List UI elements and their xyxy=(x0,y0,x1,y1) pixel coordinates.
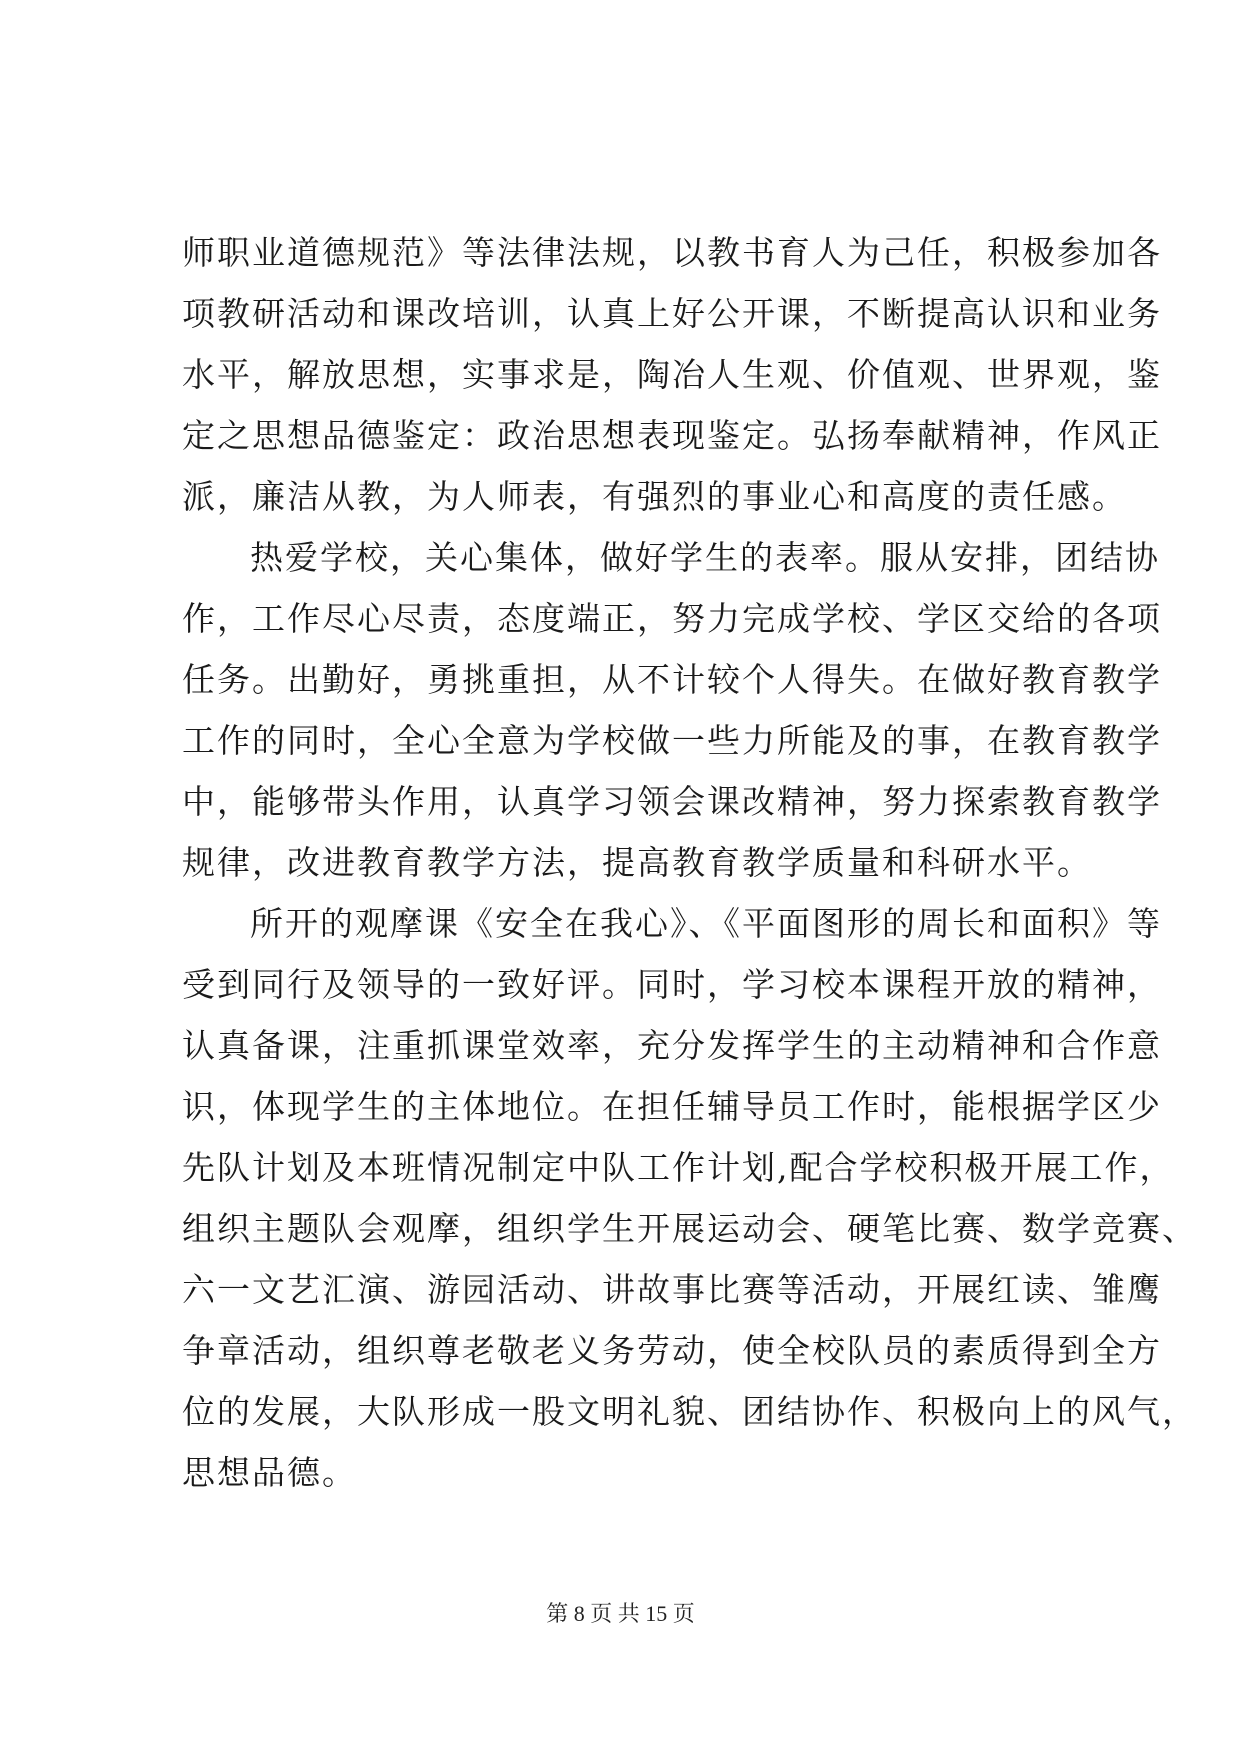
page-number-label: 第 8 页 共 15 页 xyxy=(546,1601,695,1626)
text-line: 六一文艺汇演、游园活动、讲故事比赛等活动，开展红读、雏鹰 xyxy=(182,1270,1162,1309)
text-line: 认真备课，注重抓课堂效率，充分发挥学生的主动精神和合作意 xyxy=(182,1026,1162,1065)
text-line: 中，能够带头作用，认真学习领会课改精神，努力探索教育教学 xyxy=(182,782,1162,821)
paragraph-3 xyxy=(182,893,1197,1503)
text-line: 作，工作尽心尽责，态度端正，努力完成学校、学区交给的各项 xyxy=(182,599,1162,638)
text-line: 识，体现学生的主体地位。在担任辅导员工作时，能根据学区少 xyxy=(182,1087,1162,1126)
text-line: 先队计划及本班情况制定中队工作计划,配合学校积极开展工作， xyxy=(182,1148,1175,1187)
text-line: 争章活动，组织尊老敬老义务劳动，使全校队员的素质得到全方 xyxy=(182,1331,1162,1370)
text-line: 位的发展，大队形成一股文明礼貌、团结协作、积极向上的风气， xyxy=(182,1392,1197,1431)
text-line: 思想品德。 xyxy=(182,1453,357,1492)
text-line: 派，廉洁从教，为人师表，有强烈的事业心和高度的责任感。 xyxy=(182,477,1127,516)
text-line: 规律，改进教育教学方法，提高教育教学质量和科研水平。 xyxy=(182,843,1092,882)
page-footer xyxy=(0,1597,1241,1628)
text-line: 热爱学校，关心集体，做好学生的表率。服从安排，团结协 xyxy=(250,538,1160,577)
text-line: 师职业道德规范》等法律法规，以教书育人为己任，积极参加各 xyxy=(182,233,1162,272)
paragraph-2 xyxy=(182,527,1162,893)
document-body xyxy=(182,222,1197,1503)
text-line: 工作的同时，全心全意为学校做一些力所能及的事，在教育教学 xyxy=(182,721,1162,760)
text-line: 所开的观摩课《安全在我心》、《平面图形的周长和面积》等 xyxy=(250,904,1162,943)
text-line: 定之思想品德鉴定：政治思想表现鉴定。弘扬奉献精神，作风正 xyxy=(182,416,1162,455)
text-line: 受到同行及领导的一致好评。同时，学习校本课程开放的精神， xyxy=(182,965,1162,1004)
text-line: 项教研活动和课改培训，认真上好公开课，不断提高认识和业务 xyxy=(182,294,1162,333)
text-line: 水平，解放思想，实事求是，陶冶人生观、价值观、世界观，鉴 xyxy=(182,355,1162,394)
paragraph-1 xyxy=(182,222,1162,527)
text-line: 任务。出勤好，勇挑重担，从不计较个人得失。在做好教育教学 xyxy=(182,660,1162,699)
text-line: 组织主题队会观摩，组织学生开展运动会、硬笔比赛、数学竞赛、 xyxy=(182,1209,1197,1248)
